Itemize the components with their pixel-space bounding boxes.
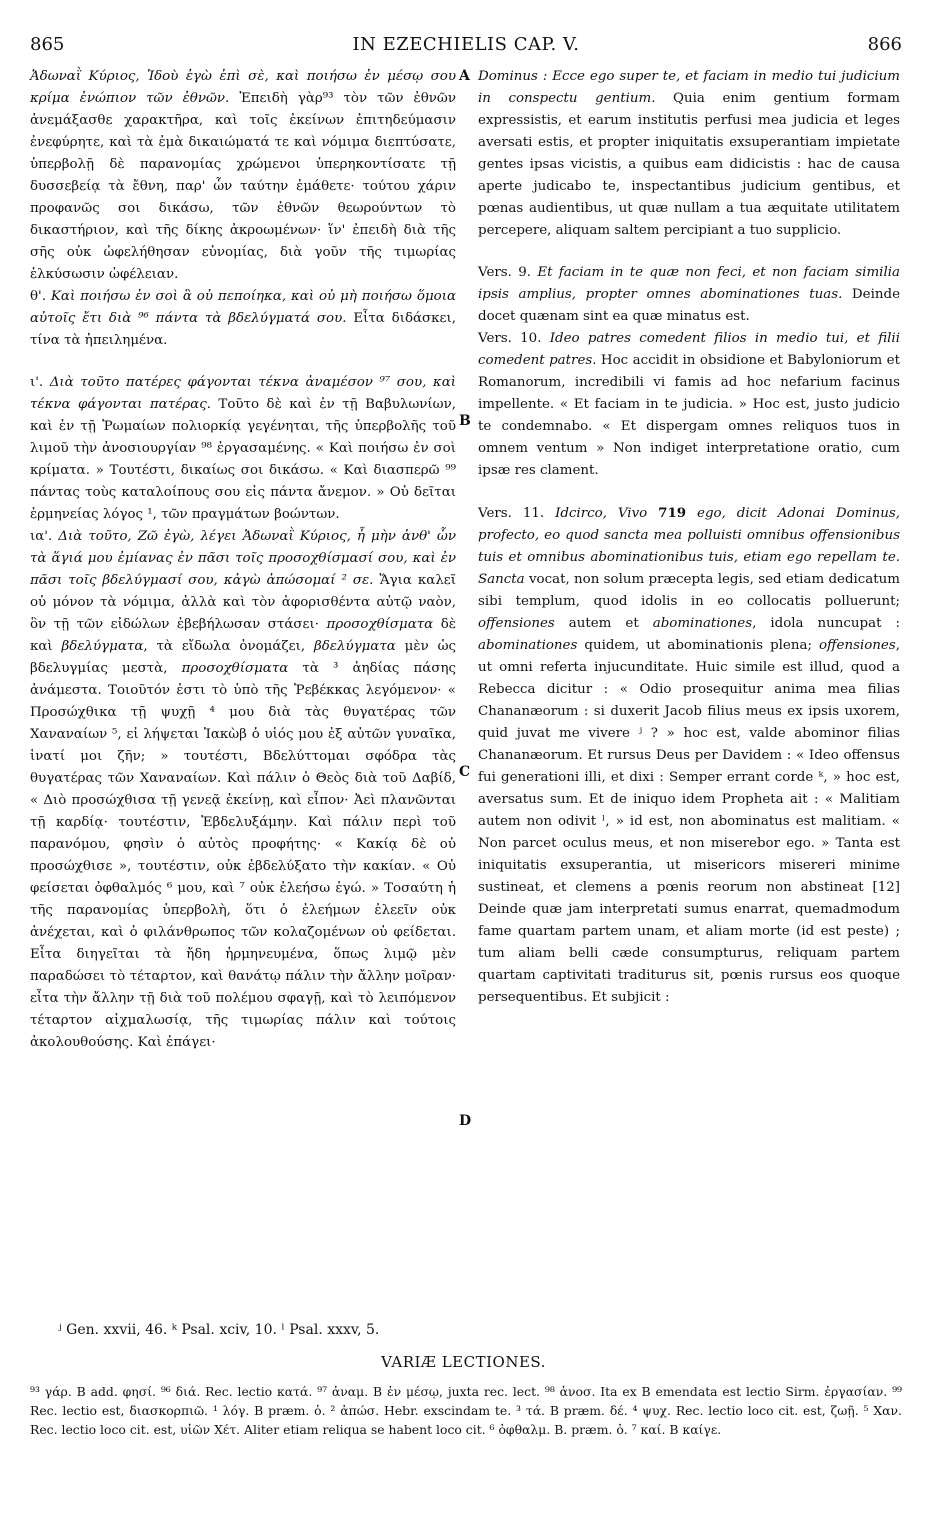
verse-label: Vers. 10.: [478, 331, 550, 346]
latin-lemma: Et faciam in te quæ non feci, et non faciam similia ipsis amplius, propter omnes abominationes tuas.: [478, 265, 900, 302]
running-title: IN EZECHIELIS CAP. V.: [352, 34, 580, 55]
greek-text: Ἅγια καλεῖ οὐ μόνον τὰ νόμιμα, ἀλλὰ καὶ τὸν ἀφορισθέντα αὐτῷ ναὸν, ὃν τῇ τῶν εἰδώλων ἐβεβήλωσαν στάσει·: [30, 573, 456, 632]
greek-text: Ἐπειδὴ γὰρ⁹³ τὸν τῶν ἐθνῶν ἀνεμάξασθε χαρακτῆρα, καὶ τοῖς ἐκείνων ἐπιτηδεύμασιν ἐνεφύρητε, καὶ τὰ ἐμὰ δικαιώματά τε καὶ νόμιμα διεπτύσατε, ὑπερβολῇ δὲ παρανομίας χρώμενοι ὑπερηκοντίσατε τῇ δυσσεβείᾳ τὰ ἔθνη, παρ' ὧν ταύτην ἐμάθετε· τούτου χάριν προφανῶς σοι δικάσω, τῶν ἐθνῶν θεωρούντων τὸ δικαστήριον, καὶ τῆς δίκης ἀκροωμένων· ἵν' ἐπειδὴ διὰ τῆς σῆς οὐκ ὠφελήθησαν εὐνομίας, διὰ γοῦν τῆς τιμωρίας ἑλκύσωσιν ὠφέλειαν.: [30, 91, 456, 282]
latin-term: abominationes: [478, 638, 578, 653]
latin-paragraph: [478, 502, 900, 1009]
greek-paragraph: [30, 66, 456, 286]
latin-text: Quia enim gentium formam expressistis, et earum institutis perfusi mea judicia et leges aversati estis, et propter iniquitatis exsuperantiam impietate gentes ipsas vicistis, a quibus eam didicistis : hac de causa aperte judicabo te, inspectantibus judicium gentibus, et pœnas audientibus, ut quæ nullam a tua æquitate utilitatem percepere, aliquam saltem percipiant a tuo supplicio.: [478, 91, 900, 238]
greek-term: προσοχθίσματα: [181, 661, 289, 676]
latin-lemma: Ideo patres comedent filios in medio tui, et filii comedent patres.: [478, 331, 900, 368]
verse-number: ια'.: [30, 529, 59, 544]
page-number-right: 866: [867, 34, 902, 55]
verse-label: Vers. 11.: [478, 506, 556, 521]
latin-text: Deinde docet quænam sint ea quæ minatus est.: [478, 287, 900, 324]
greek-lemma: Διὰ τοῦτο, Ζῶ ἐγὼ, λέγει Ἀδωναῒ Κύριος, ἦ μὴν ἀνθ' ὧν τὰ ἅγιά μου ἐμίανας ἐν πᾶσι τοῖς προσοχθίσμασί σου, καὶ ἐν πᾶσι τοῖς βδελύγμασί σου, κἀγὼ ἀπώσομαί ² σε.: [30, 529, 456, 588]
latin-text: , idola nuncupat :: [752, 616, 901, 631]
greek-column: [30, 66, 456, 1054]
scripture-footnotes: ʲ Gen. xxvii, 46. ᵏ Psal. xciv, 10. ˡ Psal. xxxv, 5.: [58, 1322, 380, 1338]
variae-lectiones-title: VARIÆ LECTIONES.: [381, 1353, 546, 1371]
greek-text: μὲν ὡς βδελυγμίας μεστὰ,: [30, 639, 457, 676]
greek-term: προσοχθίσματα: [326, 617, 434, 632]
variae-lectiones-text: ⁹³ γάρ. B add. φησί. ⁹⁶ διά. Rec. lectio κατά. ⁹⁷ ἀναμ. B ἐν μέσῳ, juxta rec. lect. ⁹⁸ ἀνοσ. Ita ex B emendata est lectio Sirm. ἐργασίαν. ⁹⁹ Rec. lectio est, διασκορπιῶ. ¹ λόγ. B præm. ὁ. ² ἀπώσ. Hebr. exscindam te. ³ τά. B præm. δέ. ⁴ ψυχ. Rec. lectio loco cit. est, ζωῇ. ⁵ Χαν. Rec. lectio loco cit. est, υἱῶν Χέτ. Aliter etiam reliqua se habent loco cit. ⁶ ὀφθαλμ. B. præm. ὁ. ⁷ καί. B καίγε.: [30, 1384, 902, 1437]
margin-marker-b: B: [459, 413, 471, 429]
latin-lemma: Idcirco, Vivo: [555, 506, 659, 521]
page-number-left: 865: [30, 34, 65, 55]
greek-text: Τοῦτο δὲ καὶ ἐν τῇ Βαβυλωνίων, καὶ ἐν τῇ Ῥωμαίων πολιορκίᾳ γεγένηται, τῆς ὑπερβολῆς τοῦ λιμοῦ τὴν ἀνοσιουργίαν ⁹⁸ ἐργασαμένης. « Καὶ ποιήσω ἐν σοὶ κρίματα. » Τουτέστι, δικαίως σοι δικάσω. « Καὶ διασπερῶ ⁹⁹ πάντας τοὺς καταλοίπους σου εἰς πάντα ἄνεμον. » Οὐ δεῖται ἑρμηνείας λόγος ¹, τῶν πραγμάτων βοώντων.: [30, 397, 456, 522]
greek-term: βδελύγματα: [61, 639, 144, 654]
greek-paragraph: [30, 286, 456, 352]
greek-paragraph: [30, 372, 456, 526]
column-number: 719: [658, 505, 687, 521]
verse-number: θ'.: [30, 289, 51, 304]
latin-term: Sancta: [478, 572, 525, 587]
latin-paragraph: [478, 262, 900, 328]
latin-lemma: ego, dicit Adonai Dominus, profecto, eo quod sancta mea polluisti omnibus offensionibus tuis et omnibus abominationibus tuis, etiam ego repellam te.: [478, 506, 900, 565]
margin-marker-a: A: [459, 68, 470, 84]
greek-term: βδελύγματα: [313, 639, 396, 654]
latin-term: abominationes: [652, 616, 753, 631]
latin-text: , ut omni referta injucunditate. Huic simile est illud, quod a Rebecca dicitur : « Odio prosequitur anima mea filias Chananæorum : si duxerit Jacob filius meus ex ipsis uxorem, quid juvat me vivere ʲ ? » hoc est, valde abominor filias Chananæorum. Et rursus Deus per Davidem : « Ideo offensus fui generationi illi, et dixi : Semper errant corde ᵏ, » hoc est, aversatus sum. Et de iniquo idem Propheta ait : « Malitiam autem non odivit ˡ, » id est, non abominatus est malitiam. « Non parcet oculus meus, et non miserebor ego. » Tanta est iniquitatis exsuperantia, ut misericors misereri minime sustineat, et clemens a pœnis reorum non abstineat [12] Deinde quæ jam interpretati sumus enarrat, quemadmodum fame quartam partem unam, et aliam morte (id est peste) ; tum aliam belli cæde consumpturus, reliquam partem quartam captivitati traditurus sit, pœnis rursus eos quoque persequentibus. Et subjicit :: [478, 638, 900, 1005]
latin-paragraph: [478, 66, 900, 242]
latin-text: autem et: [554, 616, 653, 631]
greek-lemma: Διὰ τοῦτο πατέρες φάγονται τέκνα ἀναμέσον ⁹⁷ σου, καὶ τέκνα φάγονται πατέρας.: [30, 375, 456, 412]
greek-text: Εἶτα διδάσκει, τίνα τὰ ἠπειλημένα.: [30, 311, 456, 348]
page-header: [30, 34, 902, 62]
margin-marker-d: D: [459, 1113, 472, 1129]
verse-number: ι'.: [30, 375, 50, 390]
greek-text: δὲ καὶ: [30, 617, 456, 654]
greek-lemma: Καὶ ποιήσω ἐν σοὶ ἃ οὐ πεποίηκα, καὶ οὐ μὴ ποιήσω ὅμοια αὐτοῖς ἔτι διὰ ⁹⁶ πάντα τὰ βδελύγματά σου.: [30, 289, 456, 326]
latin-text: Hoc accidit in obsidione et Babyloniorum et Romanorum, incredibili vi famis ad hoc nefarium facinus impellente. « Et faciam in te judicia. » Hoc est, justo judicio te condemnabo. « Et dispergam omnes reliquos tuos in omnem ventum » Non indiget interpretatione oratio, cum ipsæ res clament.: [478, 353, 900, 478]
latin-text: quidem, ut abominationis plena;: [577, 638, 819, 653]
greek-lemma: Ἀδωναῒ Κύριος, Ἰδοὺ ἐγὼ ἐπὶ σὲ, καὶ ποιήσω ἐν μέσῳ σου κρίμα ἐνώπιον τῶν ἐθνῶν.: [30, 69, 456, 106]
greek-text: , τὰ εἴδωλα ὀνομάζει,: [143, 639, 314, 654]
latin-paragraph: [478, 328, 900, 482]
latin-text: vocat, non solum præcepta legis, sed etiam dedicatum sibi templum, quod idolis in eo collocatis polluerunt;: [478, 572, 900, 609]
margin-marker-c: C: [459, 764, 471, 780]
latin-column: [478, 66, 900, 1009]
verse-label: Vers. 9.: [478, 265, 538, 280]
latin-term: offensiones: [478, 616, 555, 631]
latin-term: offensiones: [818, 638, 896, 653]
greek-text: τὰ ³ ἀηδίας πάσης ἀνάμεστα. Τοιοῦτόν ἐστι τὸ ὑπὸ τῆς Ῥεβέκκας λεγόμενον· « Προσώχθικα τῇ ψυχῇ ⁴ μου διὰ τὰς θυγατέρας τῶν Χαναναίων ⁵, εἰ λήψεται Ἰακὼβ ὁ υἱός μου ἐξ αὐτῶν γυναῖκα, ἱνατί μοι ζῆν; » τουτέστι, Βδελύττομαι σφόδρα τὰς θυγατέρας τῶν Χαναναίων. Καὶ πάλιν ὁ Θεὸς διὰ τοῦ Δαβίδ, « Διὸ προσώχθισα τῇ γενεᾷ ἐκείνῃ, καὶ εἶπον· Ἀεὶ πλανῶνται τῇ καρδίᾳ· τουτέστιν, Ἐβδελυξάμην. Καὶ πάλιν περὶ τοῦ παρανόμου, φησὶν ὁ αὐτὸς προφήτης· « Κακίᾳ δὲ οὐ προσώχθισε », τουτέστιν, οὐκ ἐβδελύξατο τὴν κακίαν. « Οὐ φείσεται ὀφθαλμός ⁶ μου, καὶ ⁷ οὐκ ἐλεήσω ἐγώ. » Τοσαύτη ἡ τῆς παρανομίας ὑπερβολὴ, ὅτι ὁ ἐλεήμων ἐλεεῖν οὐκ ἀνέχεται, καὶ ὁ φιλάνθρωπος τῶν κολαζομένων οὐ φείδεται. Εἶτα διηγεῖται τὰ ἤδη ἡρμηνευμένα, ὅπως λιμῷ μὲν παραδώσει τὸ τέταρτον, καὶ θανάτῳ πάλιν τὴν ἄλλην μοῖραν· εἶτα τὴν ἄλλην τῇ διὰ τοῦ πολέμου σφαγῇ, καὶ τὸ λειπόμενον τέταρτον αἰχμαλωσίᾳ, τῆς τιμωρίας πάλιν καὶ τούτοις ἀκολουθούσης. Καὶ ἐπάγει·: [30, 661, 456, 1050]
greek-paragraph: [30, 526, 456, 1054]
latin-lemma: Dominus : Ecce ego super te, et faciam in medio tui judicium in conspectu gentium.: [478, 69, 900, 106]
